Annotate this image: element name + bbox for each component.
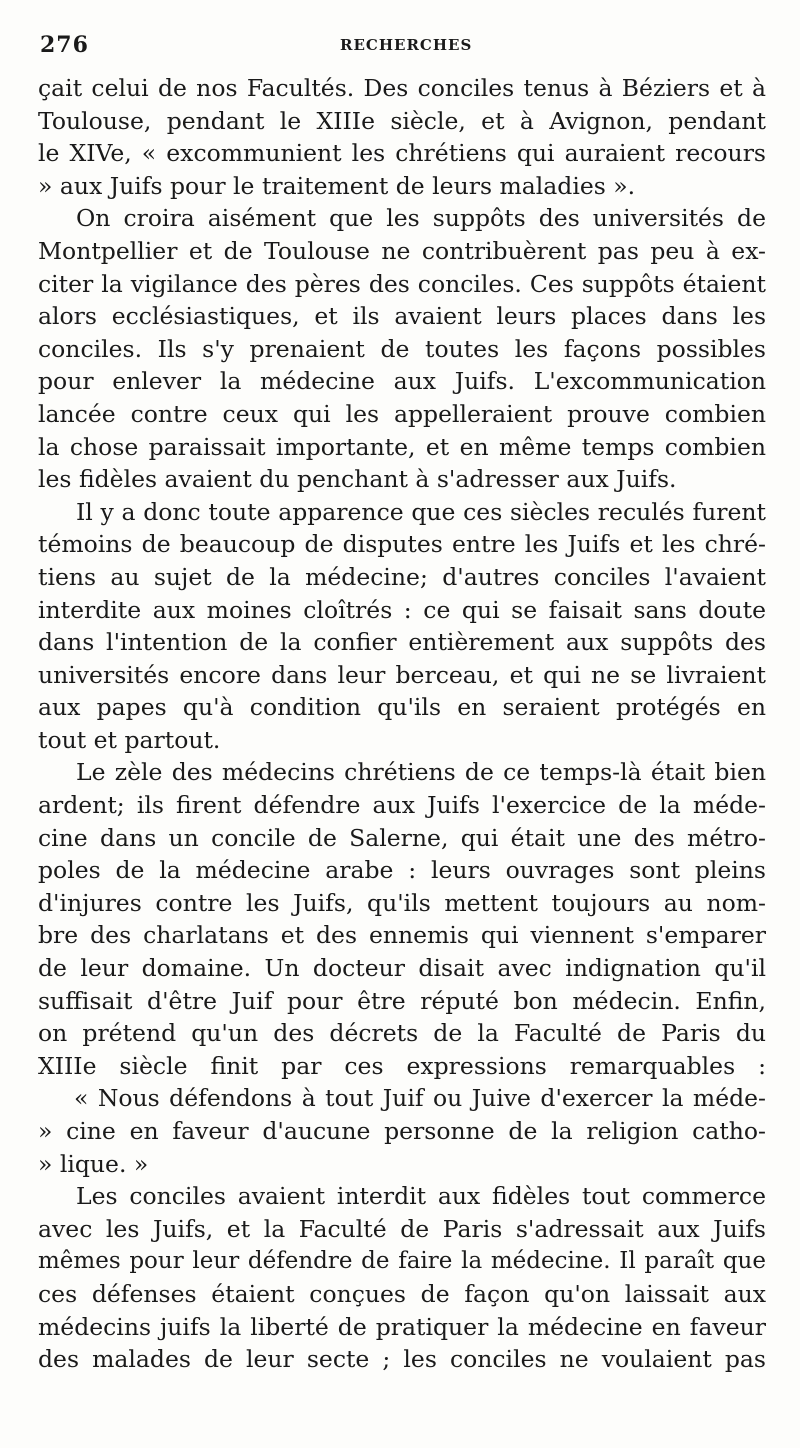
text-line: aux papes qu'à condition qu'ils en seraient protégés en	[38, 693, 766, 722]
text-line: le XIVe, « excommunient les chrétiens qui auraient recours	[38, 139, 766, 168]
text-line: mêmes pour leur défendre de faire la médecine. Il paraît que	[38, 1248, 766, 1275]
text-line: suffisait d'être Juif pour être réputé bon médecin. Enfin,	[38, 986, 766, 1015]
text-line: » cine en faveur d'aucune personne de la religion catho-	[38, 1117, 766, 1145]
text-line: citer la vigilance des pères des conciles. Ces suppôts étaient	[38, 269, 766, 298]
text-line: la chose paraissait importante, et en même temps combien	[38, 432, 766, 461]
text-line: Toulouse, pendant le XIIIe siècle, et à Avignon, pendant	[38, 106, 766, 135]
text-line: tiens au sujet de la médecine; d'autres conciles l'avaient	[38, 562, 766, 591]
text-line: ardent; ils firent défendre aux Juifs l'exercice de la méde-	[38, 791, 766, 820]
text-line: lancée contre ceux qui les appelleraient prouve combien	[38, 399, 766, 428]
text-line: » lique. »	[38, 1149, 149, 1178]
text-line: conciles. Ils s'y prenaient de toutes les façons possibles	[38, 334, 766, 363]
body-text	[38, 72, 766, 1376]
text-line: interdite aux moines cloîtrés : ce qui se faisait sans doute	[38, 595, 766, 624]
text-line: des malades de leur secte ; les conciles ne voulaient pas	[38, 1345, 766, 1374]
text-line: Il y a donc toute apparence que ces siècles reculés furent	[76, 497, 766, 526]
text-line: alors ecclésiastiques, et ils avaient leurs places dans les	[38, 302, 766, 331]
text-line: ces défenses étaient conçues de façon qu'on laissait aux	[38, 1279, 766, 1308]
running-head: RECHERCHES	[340, 36, 473, 54]
text-line: de leur domaine. Un docteur disait avec indignation qu'il	[38, 954, 766, 983]
text-line: Le zèle des médecins chrétiens de ce temps-là était bien	[76, 758, 766, 787]
text-line: On croira aisément que les suppôts des universités de	[76, 204, 766, 233]
text-line: universités encore dans leur berceau, et qui ne se livraient	[38, 660, 766, 689]
text-line: d'injures contre les Juifs, qu'ils mettent toujours au nom-	[38, 888, 766, 917]
text-line: Montpellier et de Toulouse ne contribuèrent pas peu à ex-	[38, 236, 766, 265]
page-number: 276	[40, 32, 89, 58]
text-line: » aux Juifs pour le traitement de leurs maladies ».	[38, 171, 636, 200]
text-line: avec les Juifs, et la Faculté de Paris s'adressait aux Juifs	[38, 1214, 766, 1243]
text-line: cine dans un concile de Salerne, qui était une des métro-	[38, 823, 766, 852]
text-line: çait celui de nos Facultés. Des conciles tenus à Béziers et à	[38, 74, 766, 102]
page-header	[40, 32, 760, 68]
text-line: médecins juifs la liberté de pratiquer la médecine en faveur	[38, 1312, 766, 1341]
text-line: témoins de beaucoup de disputes entre les Juifs et les chré-	[38, 530, 766, 559]
text-line: « Nous défendons à tout Juif ou Juive d'exercer la méde-	[74, 1084, 766, 1113]
text-line: les fidèles avaient du penchant à s'adresser aux Juifs.	[38, 465, 677, 494]
text-line: Les conciles avaient interdit aux fidèles tout commerce	[76, 1182, 766, 1211]
text-line: pour enlever la médecine aux Juifs. L'excommunication	[38, 367, 766, 396]
text-line: tout et partout.	[38, 725, 221, 754]
text-line: poles de la médecine arabe : leurs ouvrages sont pleins	[38, 856, 766, 885]
text-line: on prétend qu'un des décrets de la Faculté de Paris du	[38, 1019, 766, 1048]
text-line: bre des charlatans et des ennemis qui viennent s'emparer	[38, 921, 766, 950]
text-line: XIIIe siècle finit par ces expressions remarquables :	[38, 1051, 766, 1080]
text-line: dans l'intention de la confier entièrement aux suppôts des	[38, 628, 766, 657]
